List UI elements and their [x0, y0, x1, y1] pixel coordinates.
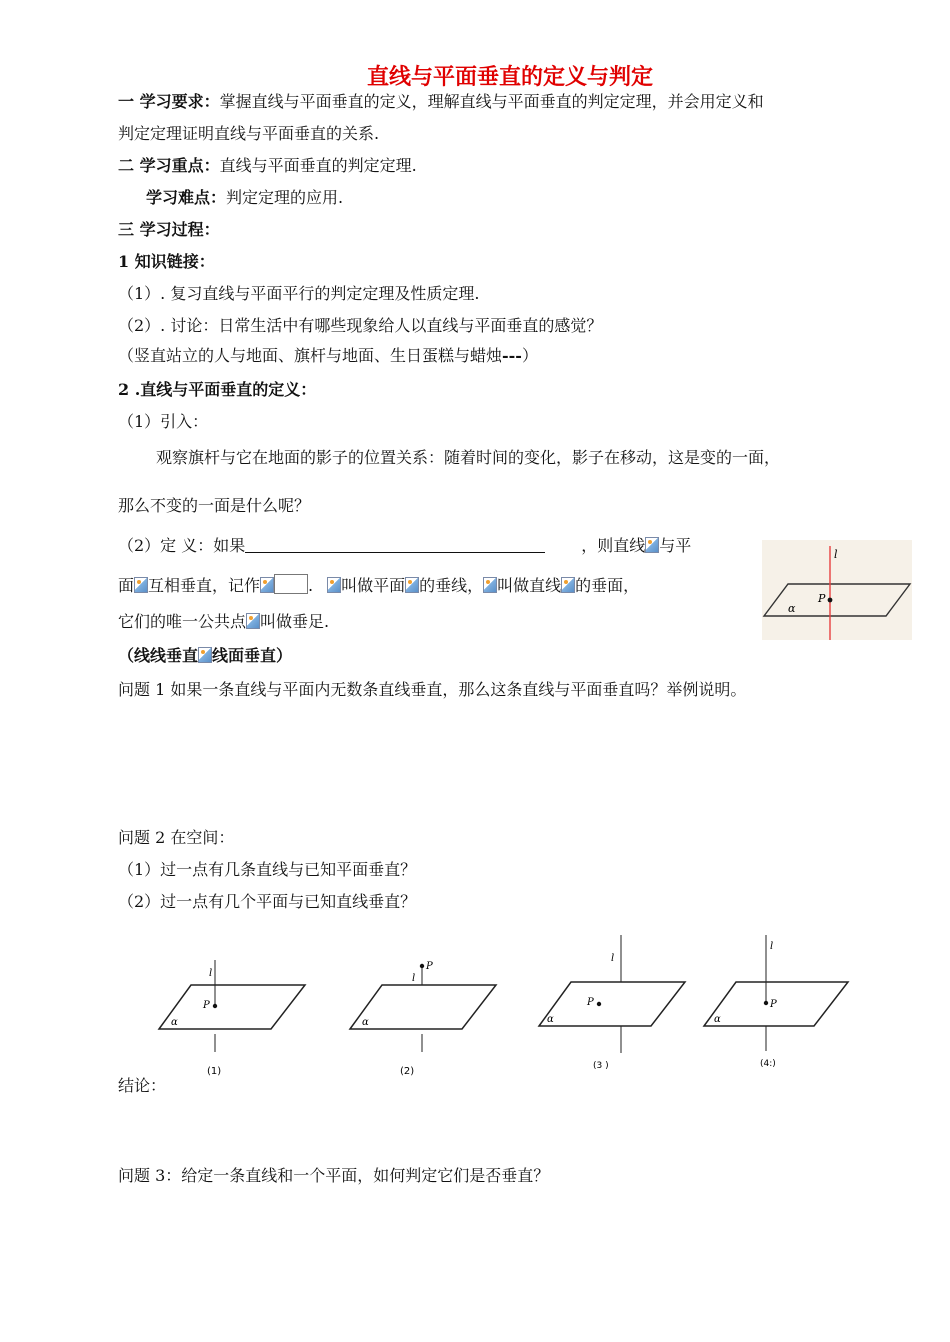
- image-placeholder-icon: [198, 647, 212, 663]
- label-alpha: α: [714, 1014, 721, 1025]
- definition-line-2: [118, 574, 639, 596]
- definition-heading: 2 .直线与平面垂直的定义：: [118, 380, 317, 399]
- image-placeholder-icon: [645, 537, 659, 553]
- label-p: P: [587, 997, 594, 1008]
- difficulty-label: 学习难点：: [146, 188, 227, 207]
- knowledge-item-3-close: ）: [521, 346, 538, 365]
- note-line-line: （线线垂直: [118, 646, 199, 665]
- label-p: P: [818, 592, 826, 605]
- point-p: [828, 598, 833, 603]
- question-2-item-1: （1）过一点有几条直线与已知平面垂直？: [118, 860, 417, 879]
- knowledge-item-1: （1）. 复习直线与平面平行的判定定理及性质定理.: [118, 284, 480, 303]
- intro-label: （1）引入：: [118, 412, 209, 431]
- label-p: P: [426, 961, 433, 972]
- definition-mutual: 互相垂直，记作: [148, 576, 261, 595]
- intro-paragraph-2: 那么不变的一面是什么呢？: [118, 496, 311, 515]
- label-alpha: α: [171, 1017, 178, 1028]
- key-point-text: 直线与平面垂直的判定定理.: [219, 156, 417, 175]
- notation-box: [274, 574, 308, 594]
- label-p: P: [770, 999, 777, 1010]
- point-p: [597, 1002, 601, 1006]
- intro-paragraph: 观察旗杆与它在地面的影子的位置关系：随着时间的变化，影子在移动，这是变的一面，: [156, 448, 781, 467]
- definition-line-3: [118, 612, 329, 632]
- figure-2: [346, 955, 506, 1080]
- question-2-item-2: （2）过一点有几个平面与已知直线垂直？: [118, 892, 417, 911]
- definition-plane: 面: [118, 576, 135, 595]
- figure-4: [700, 935, 860, 1075]
- definition-prefix: （2）定 义：如果: [118, 536, 246, 555]
- label-l: l: [834, 548, 838, 561]
- definition-with-plane: 与平: [659, 536, 692, 555]
- definition-line-1: [118, 536, 691, 556]
- label-l: l: [770, 941, 774, 952]
- requirements-text: 掌握直线与平面垂直的定义，理解直线与平面垂直的判定定理，并会用定义和: [219, 92, 764, 111]
- label-alpha: α: [788, 602, 796, 615]
- label-l: l: [611, 953, 615, 964]
- conclusion-label: 结论：: [118, 1076, 167, 1095]
- definition-foot: 叫做垂足.: [260, 612, 330, 631]
- figure-3: [535, 935, 695, 1075]
- definition-figure: [762, 540, 912, 640]
- image-placeholder-icon: [405, 577, 419, 593]
- label-l: l: [412, 973, 416, 984]
- definition-perp-plane-end: 的垂面，: [575, 576, 640, 595]
- image-placeholder-icon: [246, 613, 260, 629]
- line-plane-note: [118, 646, 292, 666]
- image-placeholder-icon: [561, 577, 575, 593]
- image-placeholder-icon: [260, 577, 274, 593]
- label-l: l: [209, 968, 213, 979]
- definition-perp-line-end: 的垂线，: [419, 576, 484, 595]
- figure-1: [155, 960, 315, 1080]
- requirements-line-2: 判定定理证明直线与平面垂直的关系.: [118, 124, 380, 143]
- definition-perp-plane: 叫做直线: [497, 576, 562, 595]
- question-3: 问题 3：给定一条直线和一个平面，如何判定它们是否垂直？: [118, 1166, 550, 1185]
- plane-alpha: [350, 985, 496, 1029]
- requirements-label: 一 学习要求：: [118, 92, 220, 111]
- label-alpha: α: [547, 1014, 554, 1025]
- question-2-heading: 问题 2 在空间：: [118, 828, 235, 847]
- figure-caption: (2): [400, 1066, 415, 1077]
- process-heading: 三 学习过程：: [118, 220, 220, 239]
- knowledge-link-heading: 1 知识链接：: [118, 252, 215, 271]
- image-placeholder-icon: [327, 577, 341, 593]
- knowledge-item-3-dashes: ---: [502, 346, 522, 365]
- figure-caption: (1): [207, 1066, 222, 1077]
- knowledge-item-2: （2）. 讨论：日常生活中有哪些现象给人以直线与平面垂直的感觉？: [118, 316, 603, 335]
- question-1: 问题 1 如果一条直线与平面内无数条直线垂直，那么这条直线与平面垂直吗？举例说明。: [118, 680, 747, 699]
- point-p: [764, 1001, 768, 1005]
- image-placeholder-icon: [134, 577, 148, 593]
- difficulty-text: 判定定理的应用.: [226, 188, 344, 207]
- key-point-label: 二 学习重点：: [118, 156, 220, 175]
- note-line-plane: 线面垂直）: [212, 646, 293, 665]
- key-point-line: [118, 156, 417, 176]
- knowledge-item-3-text: （竖直站立的人与地面、旗杆与地面、生日蛋糕与蜡烛: [118, 346, 503, 365]
- figure-caption: (3 ): [593, 1061, 609, 1071]
- image-placeholder-icon: [483, 577, 497, 593]
- plane-alpha: [159, 985, 305, 1029]
- definition-then: ，则直线: [581, 536, 646, 555]
- label-alpha: α: [362, 1017, 369, 1028]
- knowledge-item-3: [118, 346, 538, 366]
- page-title: 直线与平面垂直的定义与判定: [366, 64, 653, 90]
- point-p: [420, 964, 424, 968]
- plane-alpha: [539, 982, 685, 1026]
- requirements-line: [118, 92, 764, 112]
- definition-common-point: 它们的唯一公共点: [118, 612, 247, 631]
- definition-period: .: [308, 576, 314, 595]
- point-p: [213, 1004, 217, 1008]
- figure-caption: (4:): [760, 1059, 776, 1069]
- difficulty-line: [146, 188, 343, 208]
- definition-perp-line: 叫做平面: [341, 576, 406, 595]
- definition-blank[interactable]: [245, 538, 545, 553]
- label-p: P: [203, 1000, 210, 1011]
